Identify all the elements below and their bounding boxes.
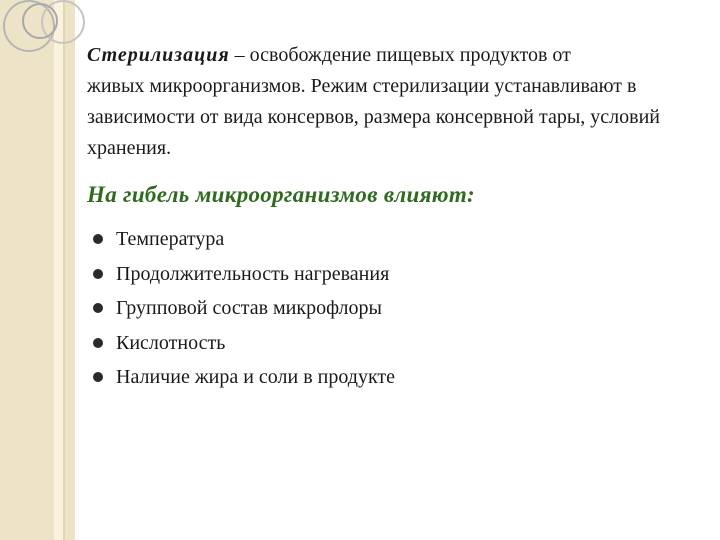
definition-term: Стерилизация	[87, 44, 230, 66]
side-decor-panel	[0, 0, 75, 540]
definition-text-line1: – освобождение пищевых продуктов от	[229, 44, 571, 66]
bullet-icon	[93, 303, 103, 313]
list-item	[87, 222, 707, 257]
bullet-icon	[93, 338, 103, 348]
section-heading: На гибель микроорганизмов влияют:	[87, 182, 475, 207]
bullet-icon	[93, 372, 103, 382]
list-item-label: Температура	[116, 228, 225, 250]
bullet-icon	[93, 269, 103, 279]
definition-paragraph	[87, 40, 707, 164]
list-item	[87, 326, 707, 361]
factor-list	[87, 222, 707, 395]
list-item-label: Кислотность	[116, 331, 226, 354]
list-item	[87, 257, 707, 292]
list-item-label: Продолжительность нагревания	[116, 262, 390, 285]
bullet-icon	[93, 234, 103, 244]
slide-content	[87, 40, 707, 395]
side-decor-stripe	[54, 0, 63, 540]
list-item-label: Групповой состав микрофлоры	[116, 297, 382, 319]
list-item	[87, 291, 707, 326]
side-decor-line	[63, 0, 65, 540]
list-item	[87, 360, 707, 395]
list-item-label: Наличие жира и соли в продукте	[116, 366, 396, 388]
definition-text-rest: живых микроорганизмов. Режим стерилизации устанавливают в зависимости от вида консервов, размера консервной тары, условий хранения.	[87, 75, 660, 159]
decor-ring	[22, 3, 58, 39]
